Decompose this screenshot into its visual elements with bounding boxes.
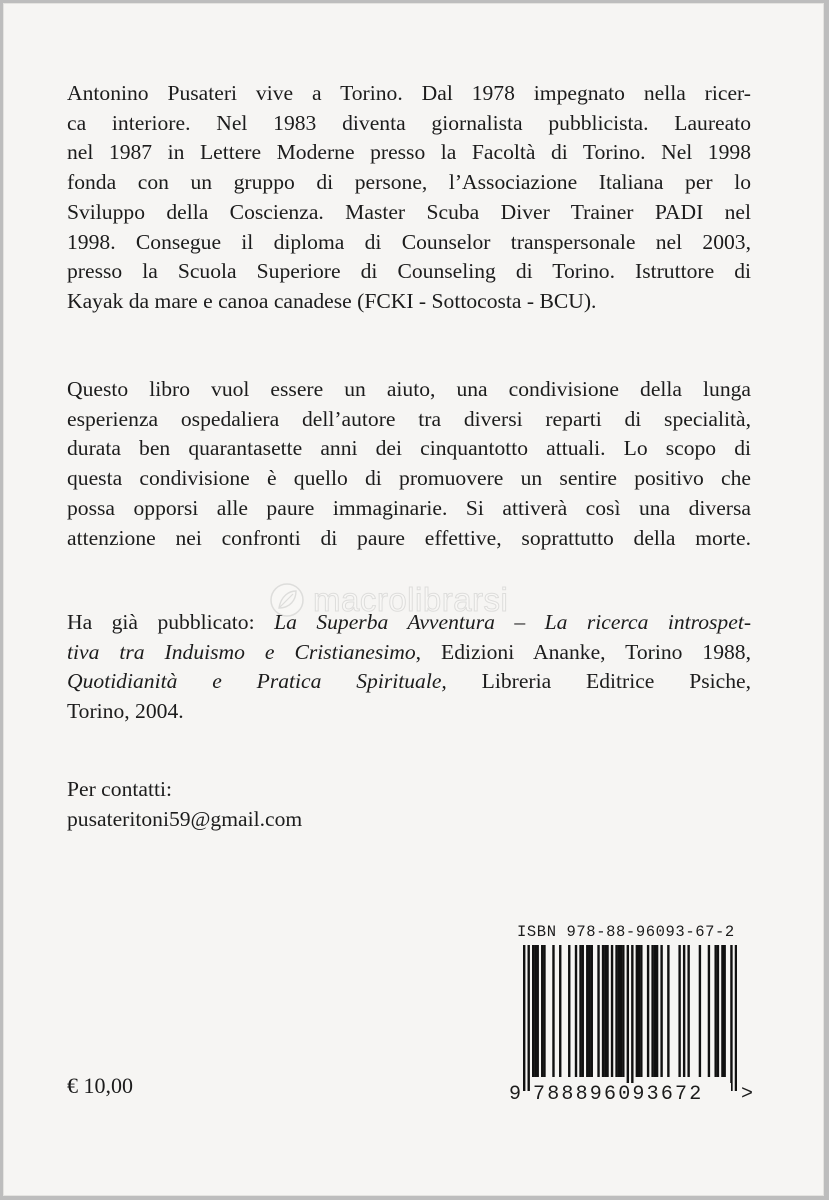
barcode-icon <box>523 945 737 1091</box>
barcode-bar <box>654 945 656 1077</box>
barcode-area <box>509 945 755 1106</box>
watermark-text: macrolibrarsi <box>313 581 509 618</box>
published-line <box>67 638 751 668</box>
barcode-bar <box>588 945 590 1077</box>
bio-line: fonda con un gruppo di persone, l’Associazione Italiana per lo <box>67 170 751 195</box>
barcode-bar <box>714 945 716 1077</box>
barcode-bar <box>683 945 685 1077</box>
barcode-bar <box>537 945 539 1077</box>
bio-line: presso la Scuola Superiore di Counseling di Torino. Istruttore di <box>67 259 751 284</box>
barcode-guard-bar <box>528 945 530 1091</box>
barcode-bar <box>591 945 593 1077</box>
book-title-superba-avventura-cont: tiva tra Induismo e Cristianesimo <box>67 639 416 664</box>
isbn-number: ISBN 978-88-96093-67-2 <box>517 923 735 941</box>
barcode-bar <box>660 945 662 1077</box>
barcode-bar <box>582 945 584 1077</box>
barcode-bar <box>606 945 608 1077</box>
bio-line: Kayak da mare e canoa canadese (FCKI - Sottocosta - BCU). <box>67 288 597 313</box>
author-bio-paragraph <box>67 79 751 317</box>
description-line: questa condivisione è quello di promuovere un sentire positivo che <box>67 466 751 491</box>
bio-line: Sviluppo della Coscienza. Master Scuba Diver Trainer PADI nel <box>67 199 751 224</box>
bio-line: ca interiore. Nel 1983 diventa giornalista pubblicista. Laureato <box>67 110 751 135</box>
barcode-guard-bar <box>730 945 732 1091</box>
price-label: € 10,00 <box>67 1073 133 1098</box>
description-line: durata ben quarantasette anni dei cinquantotto attuali. Lo scopo di <box>67 436 751 461</box>
description-line: attenzione nei confronti di paure effettive, soprattutto della morte. <box>67 525 751 550</box>
barcode-bar <box>656 945 658 1077</box>
barcode-bar <box>640 945 642 1077</box>
barcode-bar <box>708 945 710 1077</box>
barcode-bar <box>534 945 536 1077</box>
book-back-cover <box>3 3 824 1196</box>
barcode-bar <box>721 945 723 1077</box>
bio-line: nel 1987 in Lettere Moderne presso la Facoltà di Torino. Nel 1998 <box>67 140 751 165</box>
description-line: esperienza ospedaliera dell’autore tra diversi reparti di specialità, <box>67 406 751 431</box>
ean-digits: 788896093672 <box>531 1083 731 1106</box>
bio-line: 1998. Consegue il diploma di Counselor transpersonale nel 2003, <box>67 229 751 254</box>
barcode-bar <box>559 945 561 1077</box>
barcode-bar <box>638 945 640 1077</box>
barcode-guard-bar <box>735 945 737 1091</box>
published-line: Torino, 2004. <box>67 699 184 724</box>
barcode-bar <box>602 945 604 1077</box>
ean-first-digit: 9 <box>509 1083 522 1106</box>
contacts-block <box>67 775 751 834</box>
barcode-bar <box>717 945 719 1077</box>
description-line: possa opporsi alle paure immaginarie. Si attiverà così una diversa <box>67 495 751 520</box>
barcode-bar <box>541 945 543 1077</box>
barcode-bar <box>651 945 653 1077</box>
barcode-bar <box>723 945 725 1077</box>
barcode-bar <box>579 945 581 1077</box>
barcode-bar <box>532 945 534 1077</box>
barcode-bar <box>543 945 545 1077</box>
published-works-paragraph <box>67 608 751 727</box>
barcode-bar <box>611 945 613 1077</box>
publisher-psiche: Libreria Editrice Psiche, <box>446 669 752 694</box>
barcode-bar <box>568 945 570 1077</box>
ean-arrow: > <box>741 1083 754 1106</box>
bio-line: Antonino Pusateri vive a Torino. Dal 1978 impegnato nella ricer- <box>67 81 751 105</box>
barcode-guard-bar <box>523 945 525 1091</box>
barcode-bar <box>615 945 617 1077</box>
book-title-quotidianita: Quotidianità e Pratica Spirituale, <box>67 669 447 694</box>
published-intro: Ha già pubblicato: <box>67 610 275 634</box>
barcode-bar <box>618 945 620 1077</box>
description-line: Questo libro vuol essere un aiuto, una condivisione della lunga <box>67 377 751 401</box>
contact-email: pusateritoni59@gmail.com <box>67 806 303 831</box>
publisher-ananke: , Edizioni Ananke, Torino 1988, <box>415 639 751 664</box>
barcode-bar <box>678 945 680 1077</box>
published-line <box>67 608 751 638</box>
barcode-bar <box>604 945 606 1077</box>
barcode-bar <box>636 945 638 1077</box>
book-title-superba-avventura: La Superba Avventura – La ricerca introspet- <box>274 610 752 634</box>
barcode-bar <box>597 945 599 1077</box>
barcode-bar <box>575 945 577 1077</box>
barcode-bar <box>620 945 622 1077</box>
published-line <box>67 667 751 697</box>
barcode-bar <box>667 945 669 1077</box>
contacts-label: Per contatti: <box>67 777 172 801</box>
barcode-guard-bar <box>627 945 629 1091</box>
barcode-bar <box>622 945 624 1077</box>
barcode-bar <box>552 945 554 1077</box>
barcode-guard-bar <box>631 945 633 1091</box>
barcode-bar <box>647 945 649 1077</box>
barcode-bar <box>586 945 588 1077</box>
book-description-paragraph <box>67 375 751 553</box>
isbn-barcode-block <box>509 923 755 1106</box>
barcode-bar <box>687 945 689 1077</box>
barcode-bar <box>699 945 701 1077</box>
